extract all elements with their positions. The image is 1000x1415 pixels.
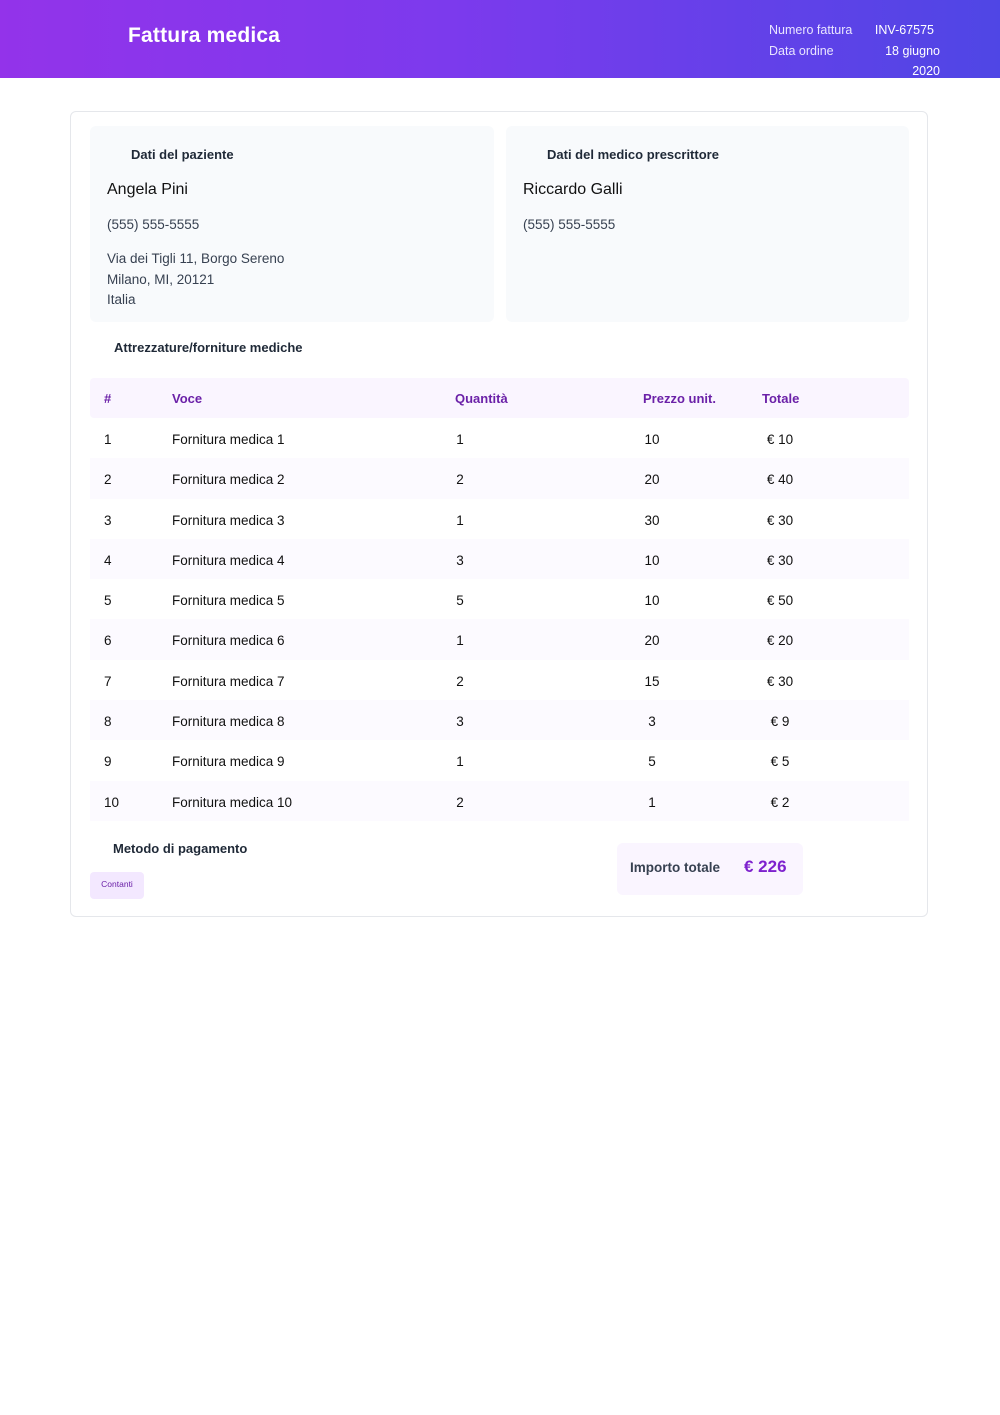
row-quantity: 1: [456, 633, 464, 649]
table-row: [90, 700, 909, 740]
invoice-number: INV-67575: [874, 23, 934, 37]
row-quantity: 3: [456, 552, 464, 568]
row-number: 9: [104, 754, 112, 770]
row-number: 8: [104, 714, 112, 730]
doctor-section-title: Dati del medico prescrittore: [547, 147, 719, 162]
row-unit-price: 15: [644, 673, 660, 689]
row-unit-price: 20: [644, 472, 660, 488]
patient-address-line: Via dei Tigli 11, Borgo Sereno: [107, 251, 285, 266]
row-number: 7: [104, 673, 112, 689]
row-unit-price: 30: [644, 512, 660, 528]
invoice-header: [0, 0, 1000, 78]
column-header-number: #: [104, 391, 112, 406]
patient-panel: [90, 126, 494, 322]
table-row: [90, 740, 909, 780]
column-header-quantity: Quantità: [455, 391, 508, 406]
row-unit-price: 3: [648, 714, 656, 730]
row-item: Fornitura medica 10: [172, 794, 293, 810]
row-number: 6: [104, 633, 112, 649]
table-row: [90, 499, 909, 539]
row-total: € 30: [766, 673, 794, 689]
patient-name: Angela Pini: [107, 181, 188, 198]
row-total: € 30: [766, 512, 794, 528]
table-row: [90, 458, 909, 498]
row-unit-price: 10: [644, 432, 660, 447]
row-total: € 10: [766, 432, 794, 447]
table-row: [90, 660, 909, 700]
row-total: € 5: [770, 754, 790, 770]
patient-address-line: Italia: [107, 292, 136, 307]
table-row: [90, 579, 909, 619]
row-number: 2: [104, 472, 112, 488]
payment-section-title: Metodo di pagamento: [113, 841, 248, 856]
order-date: 18 giugno 2020: [885, 43, 940, 78]
row-total: € 2: [770, 794, 790, 810]
row-item: Fornitura medica 7: [172, 673, 285, 689]
invoice-meta-values: [857, 20, 940, 82]
table-row: [90, 539, 909, 579]
patient-section-title: Dati del paziente: [131, 147, 234, 162]
row-unit-price: 5: [648, 754, 656, 770]
row-item: Fornitura medica 8: [172, 714, 285, 730]
row-number: 5: [104, 593, 112, 609]
row-item: Fornitura medica 4: [172, 552, 285, 568]
row-number: 10: [104, 794, 120, 810]
row-quantity: 1: [456, 754, 464, 770]
table-row: [90, 619, 909, 659]
row-quantity: 3: [456, 714, 464, 730]
row-unit-price: 1: [648, 794, 656, 810]
row-item: Fornitura medica 1: [172, 432, 285, 447]
column-header-item: Voce: [172, 391, 203, 406]
row-quantity: 2: [456, 673, 464, 689]
row-total: € 20: [766, 633, 794, 649]
row-item: Fornitura medica 6: [172, 633, 285, 649]
row-quantity: 2: [456, 794, 464, 810]
patient-address: [107, 249, 284, 311]
row-total: € 50: [766, 593, 794, 609]
patient-phone: (555) 555-5555: [107, 217, 200, 232]
invoice-number-label: Numero fattura: [769, 23, 853, 37]
row-quantity: 1: [456, 512, 464, 528]
patient-address-line: Milano, MI, 20121: [107, 271, 215, 287]
supplies-table-body: [90, 418, 909, 821]
row-item: Fornitura medica 3: [172, 512, 285, 528]
row-item: Fornitura medica 5: [172, 593, 285, 609]
row-quantity: 2: [456, 472, 464, 488]
row-total: € 40: [766, 472, 794, 488]
row-quantity: 5: [456, 593, 464, 609]
invoice-meta-labels: [769, 20, 852, 61]
row-total: € 30: [766, 552, 794, 568]
supplies-table-header: [90, 378, 909, 418]
row-total: € 9: [770, 714, 790, 730]
supplies-section-title: Attrezzature/forniture mediche: [114, 340, 303, 355]
column-header-total: Totale: [762, 391, 800, 406]
row-unit-price: 10: [644, 593, 660, 609]
row-unit-price: 10: [644, 552, 660, 568]
order-date-label: Data ordine: [769, 43, 834, 58]
payment-method-badge: Contanti: [90, 872, 144, 899]
total-amount-value: € 226: [744, 857, 787, 876]
doctor-name: Riccardo Galli: [523, 181, 623, 198]
row-number: 4: [104, 552, 112, 568]
total-amount-box: [617, 843, 803, 895]
table-row: [90, 418, 909, 458]
doctor-phone: (555) 555-5555: [523, 217, 616, 232]
total-amount-label: Importo totale: [630, 860, 720, 875]
doctor-panel: [506, 126, 909, 322]
row-number: 3: [104, 512, 112, 528]
invoice-card: [70, 111, 928, 917]
row-quantity: 1: [456, 432, 464, 447]
page-title: Fattura medica: [128, 24, 281, 47]
table-row: [90, 781, 909, 821]
column-header-unit-price: Prezzo unit.: [643, 391, 716, 406]
row-item: Fornitura medica 2: [172, 472, 285, 488]
row-unit-price: 20: [644, 633, 660, 649]
row-number: 1: [104, 432, 112, 447]
row-item: Fornitura medica 9: [172, 754, 285, 770]
